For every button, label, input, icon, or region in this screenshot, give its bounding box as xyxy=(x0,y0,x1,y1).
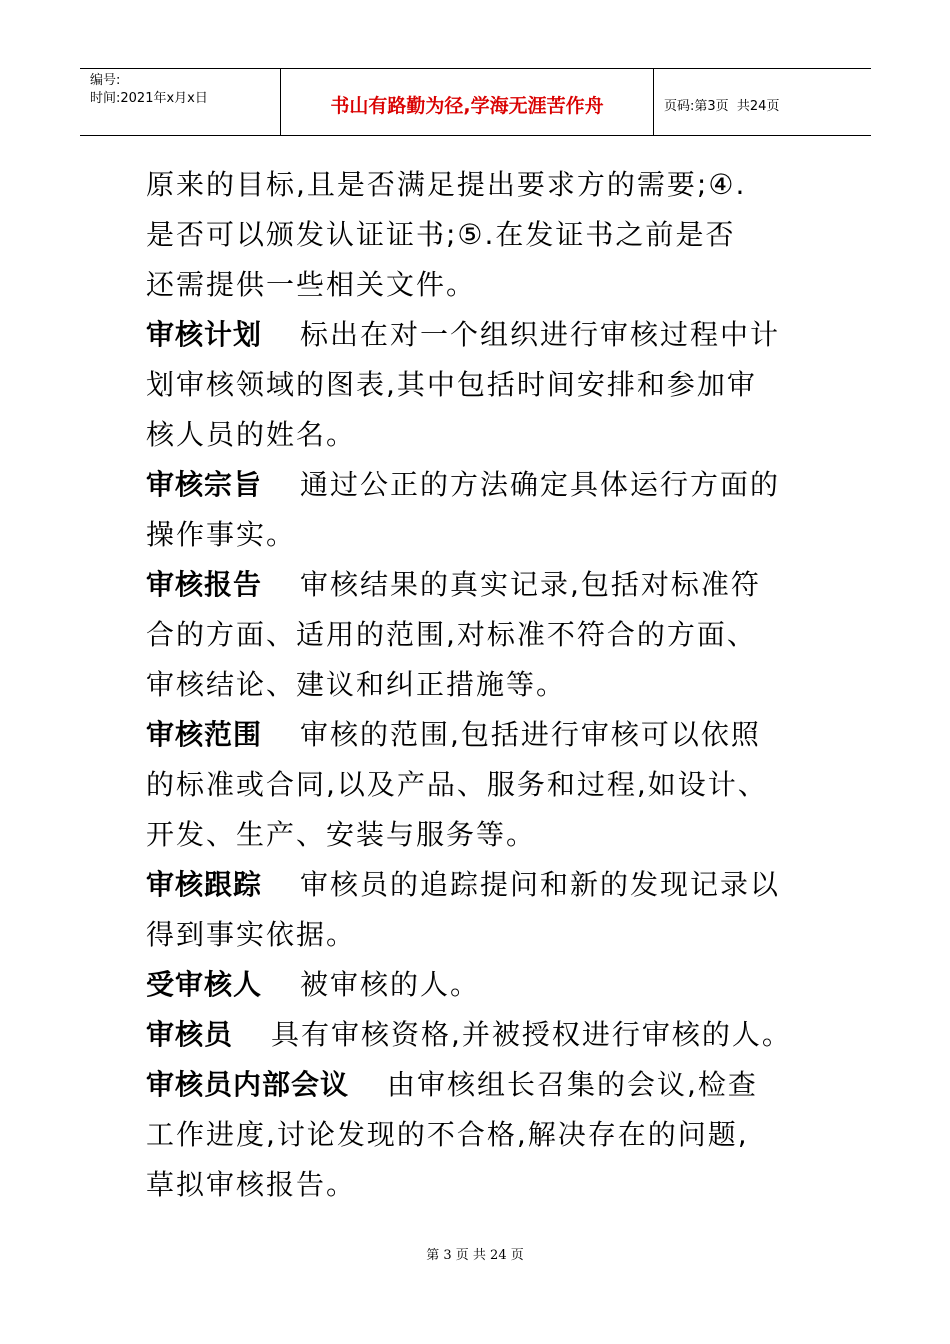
document-date-label: 时间:2021年x月x日 xyxy=(90,91,208,106)
text-line xyxy=(146,1060,836,1110)
glossary-definition: 审核员的追踪提问和新的发现记录以 xyxy=(300,868,781,901)
header-motto: 书山有路勤为径,学海无涯苦作舟 xyxy=(281,69,654,135)
glossary-term: 审核计划 xyxy=(146,318,263,351)
body-text: 核人员的姓名。 xyxy=(146,418,357,451)
text-line xyxy=(146,510,836,560)
page-header xyxy=(80,68,871,136)
text-line xyxy=(146,410,836,460)
text-line xyxy=(146,460,836,510)
header-page-info xyxy=(654,69,871,135)
text-line xyxy=(146,710,836,760)
text-line xyxy=(146,210,836,260)
glossary-definition: 具有审核资格,并被授权进行审核的人。 xyxy=(271,1018,792,1051)
header-meta xyxy=(80,69,281,135)
body-text: 合的方面、适用的范围,对标准不符合的方面、 xyxy=(146,618,757,651)
text-line xyxy=(146,160,836,210)
page-footer: 第 3 页 共 24 页 xyxy=(426,1248,524,1263)
text-line xyxy=(146,360,836,410)
glossary-definition: 审核结果的真实记录,包括对标准符 xyxy=(300,568,761,601)
text-line xyxy=(146,1160,836,1210)
glossary-definition: 标出在对一个组织进行审核过程中计 xyxy=(300,318,781,351)
document-number-label: 编号: xyxy=(90,73,121,88)
text-line xyxy=(146,860,836,910)
glossary-term: 审核范围 xyxy=(146,718,263,751)
text-line xyxy=(146,260,836,310)
text-line xyxy=(146,660,836,710)
body-text: 开发、生产、安装与服务等。 xyxy=(146,818,537,851)
text-line xyxy=(146,810,836,860)
glossary-term: 审核宗旨 xyxy=(146,468,263,501)
body-text: 还需提供一些相关文件。 xyxy=(146,268,477,301)
text-line xyxy=(146,1110,836,1160)
body-text: 的标准或合同,以及产品、服务和过程,如设计、 xyxy=(146,768,768,801)
glossary-term: 审核报告 xyxy=(146,568,263,601)
body-text: 划审核领域的图表,其中包括时间安排和参加审 xyxy=(146,368,757,401)
text-line xyxy=(146,760,836,810)
body-text: 原来的目标,且是否满足提出要求方的需要;④. xyxy=(146,168,747,201)
glossary-term: 审核跟踪 xyxy=(146,868,263,901)
text-line xyxy=(146,910,836,960)
body-text: 审核结论、建议和纠正措施等。 xyxy=(146,668,567,701)
glossary-definition: 审核的范围,包括进行审核可以依照 xyxy=(300,718,761,751)
text-line xyxy=(146,1010,836,1060)
glossary-definition: 通过公正的方法确定具体运行方面的 xyxy=(300,468,781,501)
body-text: 工作进度,讨论发现的不合格,解决存在的问题, xyxy=(146,1118,749,1151)
text-line xyxy=(146,310,836,360)
text-line xyxy=(146,610,836,660)
body-text: 草拟审核报告。 xyxy=(146,1168,357,1201)
glossary-term: 审核员内部会议 xyxy=(146,1068,350,1101)
text-line xyxy=(146,960,836,1010)
text-line xyxy=(146,560,836,610)
document-body xyxy=(146,160,836,1210)
glossary-definition: 由审核组长召集的会议,检查 xyxy=(387,1068,758,1101)
header-page-info-text: 页码:第3页 共24页 xyxy=(664,98,780,114)
body-text: 是否可以颁发认证证书;⑤.在发证书之前是否 xyxy=(146,218,736,251)
body-text: 操作事实。 xyxy=(146,518,297,551)
glossary-term: 审核员 xyxy=(146,1018,234,1051)
glossary-term: 受审核人 xyxy=(146,968,263,1001)
glossary-definition: 被审核的人。 xyxy=(300,968,481,1001)
body-text: 得到事实依据。 xyxy=(146,918,357,951)
